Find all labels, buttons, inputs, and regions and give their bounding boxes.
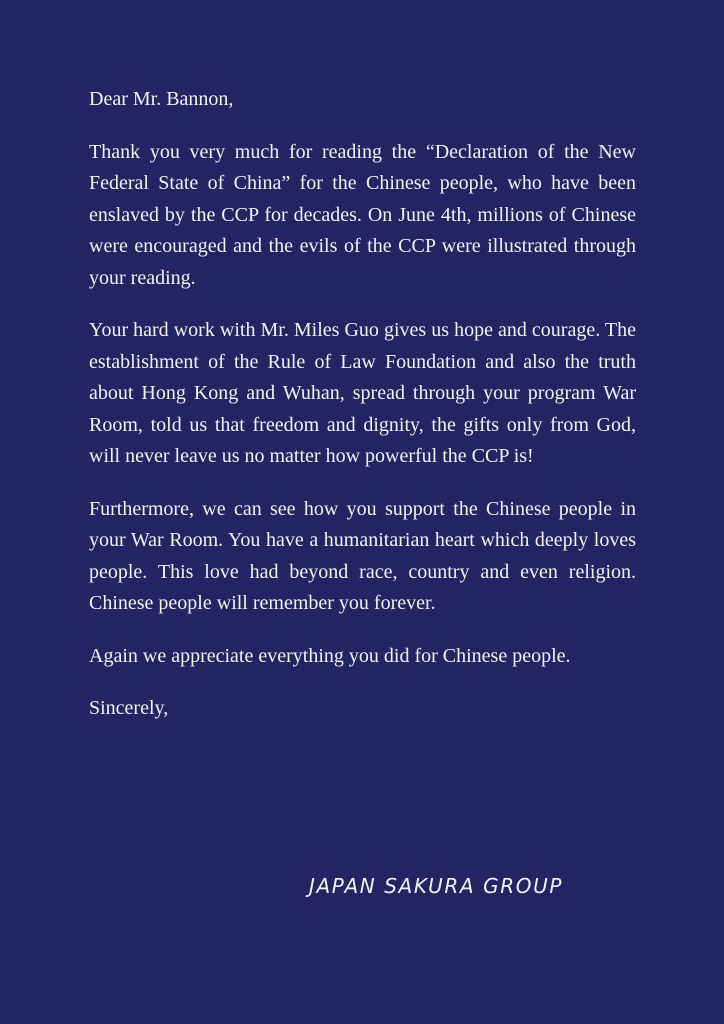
paragraph-appreciation: Again we appreciate everything you did for Chinese people.	[89, 644, 571, 667]
paragraph-hope-courage: Your hard work with Mr. Miles Guo gives us hope and courage. The establishment of the Rule of Law Foundation and also the truth about Hong Kong and Wuhan, spread through your program War Room, told us that freedom and dignity, the gifts only from God, will never leave us no matter how powerful the CCP is!	[89, 319, 636, 467]
signature: JAPAN SAKURA GROUP	[309, 874, 563, 898]
closing: Sincerely,	[89, 697, 169, 719]
paragraph-declaration-thanks: Thank you very much for reading the “Declaration of the New Federal State of China” for the Chinese people, who have been enslaved by the CCP for decades. On June 4th, millions of Chinese were encouraged and the evils of the CCP were illustrated through your reading.	[89, 140, 636, 289]
paragraph-humanitarian-support: Furthermore, we can see how you support the Chinese people in your War Room. You have a humanitarian heart which deeply loves people. This love had beyond race, country and even religion. Chinese people will remember you forever.	[89, 497, 636, 614]
salutation: Dear Mr. Bannon,	[89, 88, 234, 110]
letter-body	[89, 84, 636, 725]
